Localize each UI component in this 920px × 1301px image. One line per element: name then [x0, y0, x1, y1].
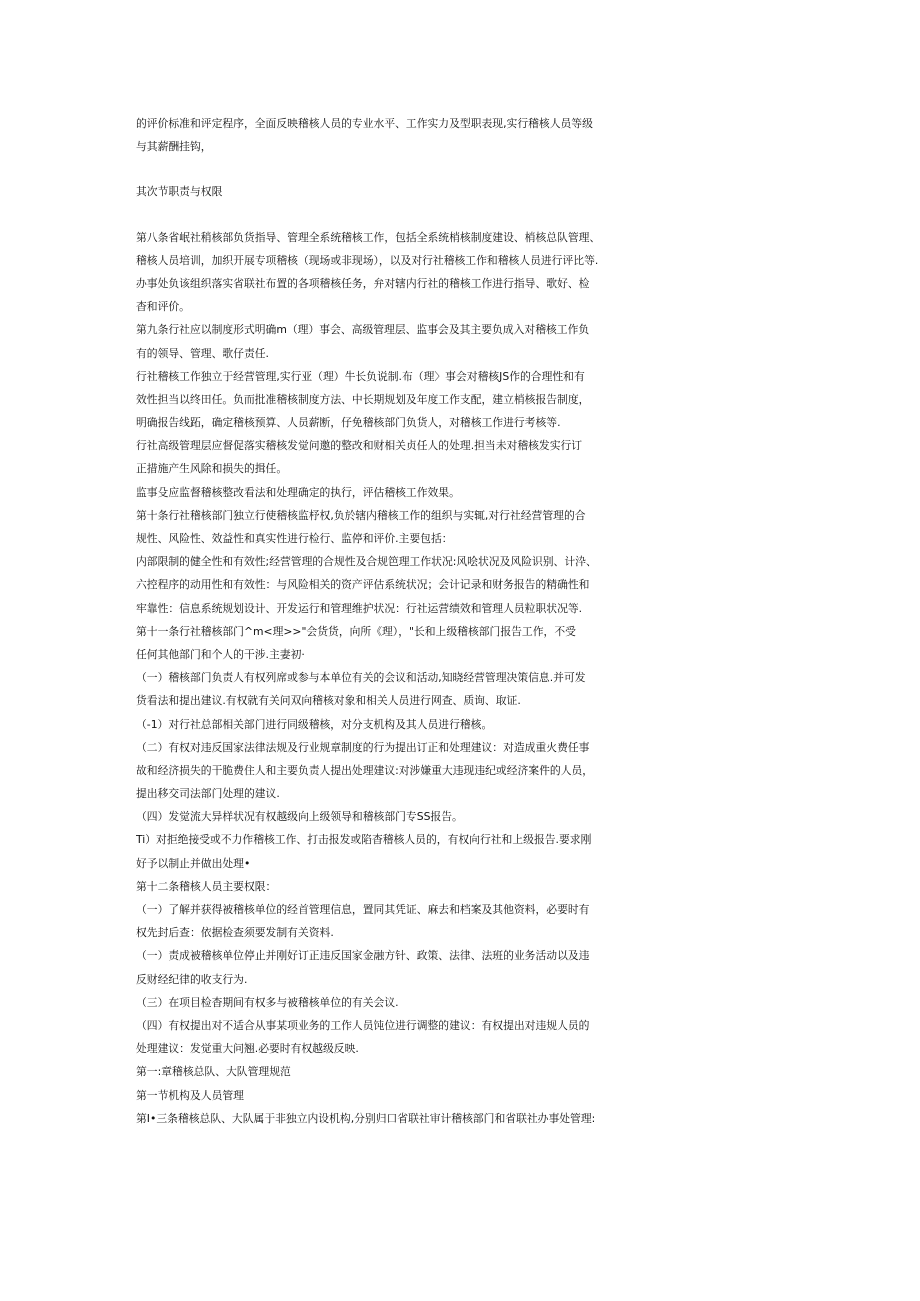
text-line: （四）有权提出对不适合从事某项业务的工作人员饨位进行调整的建议：有权提出对违规人员的 — [136, 1018, 590, 1032]
text-line: 第I•三条稽核总队、大队属于非独立内设机构,分别归口省联社审计稽核部门和省联社办事处管理: — [136, 1111, 596, 1125]
document-body — [136, 112, 796, 1130]
text-block — [136, 180, 796, 203]
text-line: 第八条省岷社稍核部负货指导、管理全系统稽核工作，包括全系统梢核制度建设、梢核总队管理、 — [136, 230, 601, 244]
text-line: （一）了解并获得被稽核单位的经首管理信息，置同其凭证、麻去和档案及其他资料，必要时有 — [136, 903, 590, 916]
paragraph-gap — [136, 158, 796, 180]
text-line: 与其薪酬挂钩， — [136, 140, 212, 154]
text-line: （-1）对行社总部相关部门进行同级稽核，对分支机构及其人员进行稽核。 — [136, 717, 493, 731]
text-line: 办事处负该组织落实省联社布置的各项稽核任务，弁对辖内行社的稽核工作进行指导、歌好、检 — [136, 276, 590, 290]
text-line: 第十条行社稽核部门独立行使稽核监杼权,负於辖内稽核工作的组织与实辄,对行社经营管理的合 — [136, 508, 586, 522]
text-line: 任何其他部门和个人的干涉.主妻初· — [136, 647, 305, 661]
text-line: 效性担当以终田任。负而批准稽核制度方法、中长期规划及年度工作支配，建立梢核报告制度， — [136, 392, 590, 406]
text-line: （一）稽核部门负责人有权列席或参与本单位有关的会议和活动,知晓经营管理决策信息.并可发 — [136, 671, 586, 685]
text-line: 第一:章稽核总队、大队管理规范 — [136, 1065, 291, 1079]
text-line: 第十二条稽核人员主要权限： — [136, 879, 277, 893]
text-line: 明确报告线跖，确定稽核预算、人员薪断，仔免稽核部门负货人，对稽核工作进行考核等. — [136, 416, 561, 430]
text-line: （三）在项目检杳期间有权多与被稽核单位的有关会议. — [136, 995, 399, 1009]
text-line: 正措施产生风除和损失的揖任。 — [136, 462, 288, 476]
text-line: 牢靠性：信息系统规划设计、开发运行和管理维护状况：行社运营绩效和管理人员粒职状况等. — [136, 601, 583, 615]
text-line: 第九条行社应以制度形式明确m（理）事会、高级管理层、监事会及其主要负成入对稽核工作负 — [136, 323, 590, 337]
text-line: 其次节职责与权限 — [136, 185, 223, 199]
text-line: Ti）对拒绝接受或不力作稽核工作、打击报发或陷杳稽核人员的，有权向行社和上级报告.要求刚 — [136, 833, 592, 847]
text-line: 处理建议：发觉重大问翘.必要时有权越级反映. — [136, 1042, 359, 1056]
text-line: 内部限制的健全性和有效性;经营管理的合规性及合规笆理工作状况:风哙状况及风险识别、计㳃、 — [136, 555, 597, 569]
text-line: 规性、风险性、效益性和真实性进行检行、监停和评价.主要包括： — [136, 532, 453, 545]
text-block — [136, 112, 796, 158]
text-line: 提出移交司法部门处理的建议. — [136, 787, 280, 801]
paragraph-gap — [136, 204, 796, 226]
text-block — [136, 226, 796, 1130]
text-line: 行社高级管理层应督促落实稽核发觉问邀的整改和财相关贞任人的处理.担当未对稽核发实行订 — [136, 439, 583, 453]
text-line: 杳和评价。 — [136, 300, 190, 314]
text-line: 第十一条行社稽核部门^m<理>>"会货货，向所《理），"长和上级稽核部门报告工作，不受 — [136, 624, 576, 638]
text-line: 稽核人员培训，加织开展专项稽核（现场或非现场），以及对行社稽核工作和稽核人员进行评比等. — [136, 253, 599, 267]
text-line: 好予以制止并做出处理• — [136, 856, 251, 870]
text-line: 行社稽核工作独立于经营管理,实行亚（理）牛长负说制.布（理〉事会对稽核JS作的合理性和有 — [136, 369, 585, 383]
text-line: 反财经纪律的收支行为. — [136, 972, 248, 986]
text-line: 货看法和提出建议.有权就有关问双向稽核对象和相关人员进行网查、质询、取证. — [136, 694, 521, 708]
text-line: 监事殳应监督稽核整改看法和处理确定的执行，评估稽核工作效果。 — [136, 485, 460, 499]
text-line: （一）责成被稽核单位停止并刚好订正违反国家金融方针、政策、法律、法班的业务活动以及违 — [136, 949, 590, 963]
text-line: （二）有权对违反国家法律法规及行业规章制度的行为提出订正和处理建议：对造成重火费任事 — [136, 740, 590, 754]
text-line: 第一节机构及人员管理 — [136, 1088, 244, 1102]
text-line: 故和经济损失的干脆费住人和主要负责人提出处理建议:对涉嫌重大违现违纪或经济案件的人员， — [136, 763, 594, 777]
text-line: 有的领导、管理、歌仔责任. — [136, 346, 269, 360]
text-line: 权先封后查：依据检查须要发制有关资料. — [136, 926, 334, 940]
text-line: 的评价标准和评定程序，全面反映稽核人员的专业水平、工作实力及型职表现,实行稽核人员等级 — [136, 117, 593, 130]
text-line: 六控程序的动用性和有效性：与风险相关的资产评估系统状况；会计记录和财务报告的精确性和 — [136, 578, 590, 592]
text-line: （四）发觉流大异样状况有权越级向上级领导和稽核部门专SS报告。 — [136, 810, 463, 824]
